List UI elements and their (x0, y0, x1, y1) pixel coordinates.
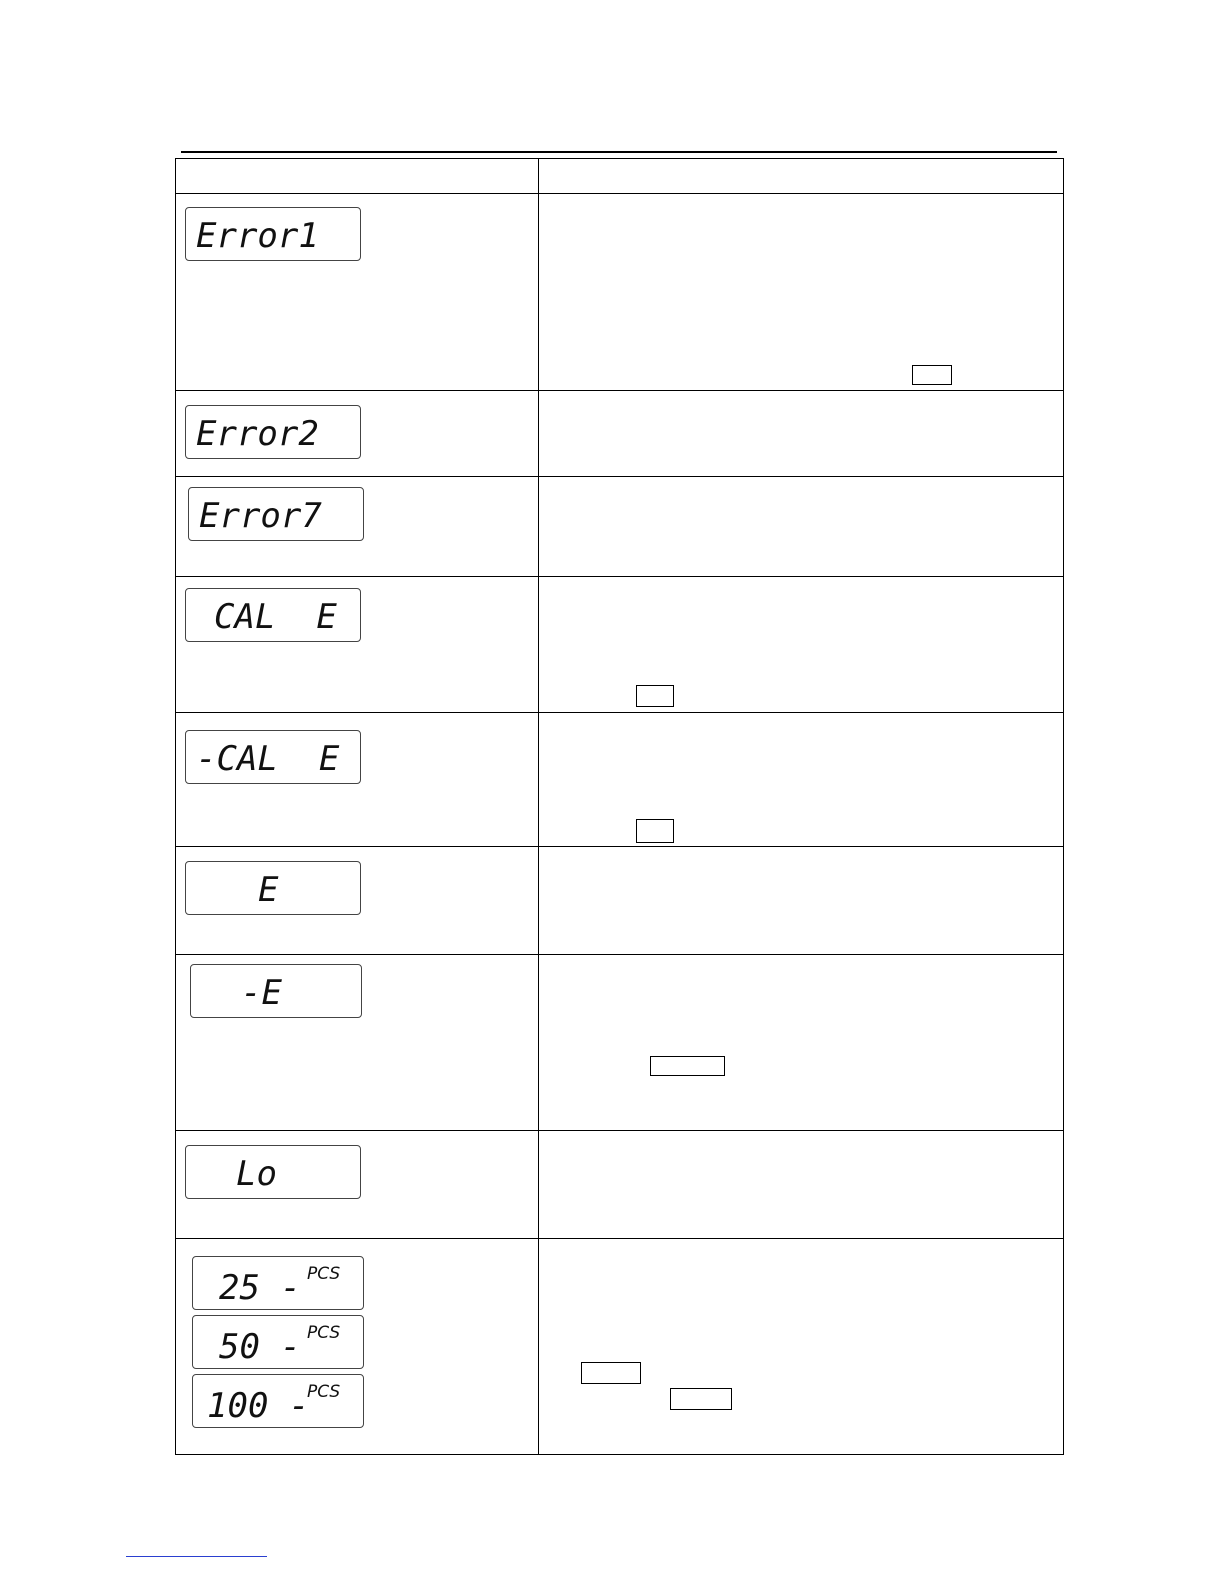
description-cell (539, 477, 1064, 577)
lcd-text: -E (241, 973, 282, 1013)
lcd-text: Error7 (199, 496, 322, 536)
table-row (176, 194, 1064, 391)
lcd-text: -CAL E (196, 739, 340, 779)
lcd-display (185, 207, 361, 261)
lcd-text: 25 - (219, 1268, 301, 1308)
display-cell (176, 391, 539, 477)
lcd-display (192, 1374, 364, 1428)
lcd-text: 100 - (207, 1386, 310, 1426)
lcd-display (190, 964, 362, 1018)
display-cell (176, 477, 539, 577)
lcd-display (188, 487, 364, 541)
table-row (176, 955, 1064, 1131)
key-box (912, 365, 952, 385)
lcd-text: 50 - (219, 1327, 301, 1367)
lcd-display (185, 1145, 361, 1199)
table-row (176, 477, 1064, 577)
header-description-cell (539, 159, 1064, 194)
lcd-display (185, 405, 361, 459)
lcd-text: Lo (236, 1154, 277, 1194)
description-cell (539, 713, 1064, 847)
error-code-table (175, 158, 1064, 1455)
lcd-unit: PCS (307, 1323, 341, 1343)
key-box (636, 819, 674, 843)
lcd-text: Error2 (196, 414, 319, 454)
display-cell (176, 194, 539, 391)
lcd-display (185, 588, 361, 642)
footer-link-underline[interactable] (126, 1556, 267, 1557)
table-row (176, 577, 1064, 713)
description-cell (539, 955, 1064, 1131)
table-row (176, 713, 1064, 847)
lcd-unit: PCS (307, 1382, 341, 1402)
description-cell (539, 391, 1064, 477)
key-box (581, 1362, 641, 1384)
description-cell (539, 1239, 1064, 1455)
table-row (176, 1131, 1064, 1239)
key-box (636, 685, 674, 707)
display-cell (176, 577, 539, 713)
lcd-text: E (258, 870, 279, 910)
table-header-row (176, 159, 1064, 194)
display-cell (176, 713, 539, 847)
display-cell (176, 1131, 539, 1239)
lcd-display (192, 1315, 364, 1369)
lcd-text: CAL E (214, 597, 337, 637)
display-cell (176, 847, 539, 955)
display-cell (176, 1239, 539, 1455)
description-cell (539, 1131, 1064, 1239)
description-cell (539, 847, 1064, 955)
table-row (176, 391, 1064, 477)
display-cell (176, 955, 539, 1131)
description-cell (539, 194, 1064, 391)
page-top-rule (181, 151, 1057, 153)
table-row (176, 1239, 1064, 1455)
lcd-text: Error1 (196, 216, 319, 256)
lcd-unit: PCS (307, 1264, 341, 1284)
lcd-display (185, 861, 361, 915)
key-box (650, 1056, 725, 1076)
lcd-display (192, 1256, 364, 1310)
key-box (670, 1388, 732, 1410)
description-cell (539, 577, 1064, 713)
table-row (176, 847, 1064, 955)
lcd-display (185, 730, 361, 784)
header-display-cell (176, 159, 539, 194)
